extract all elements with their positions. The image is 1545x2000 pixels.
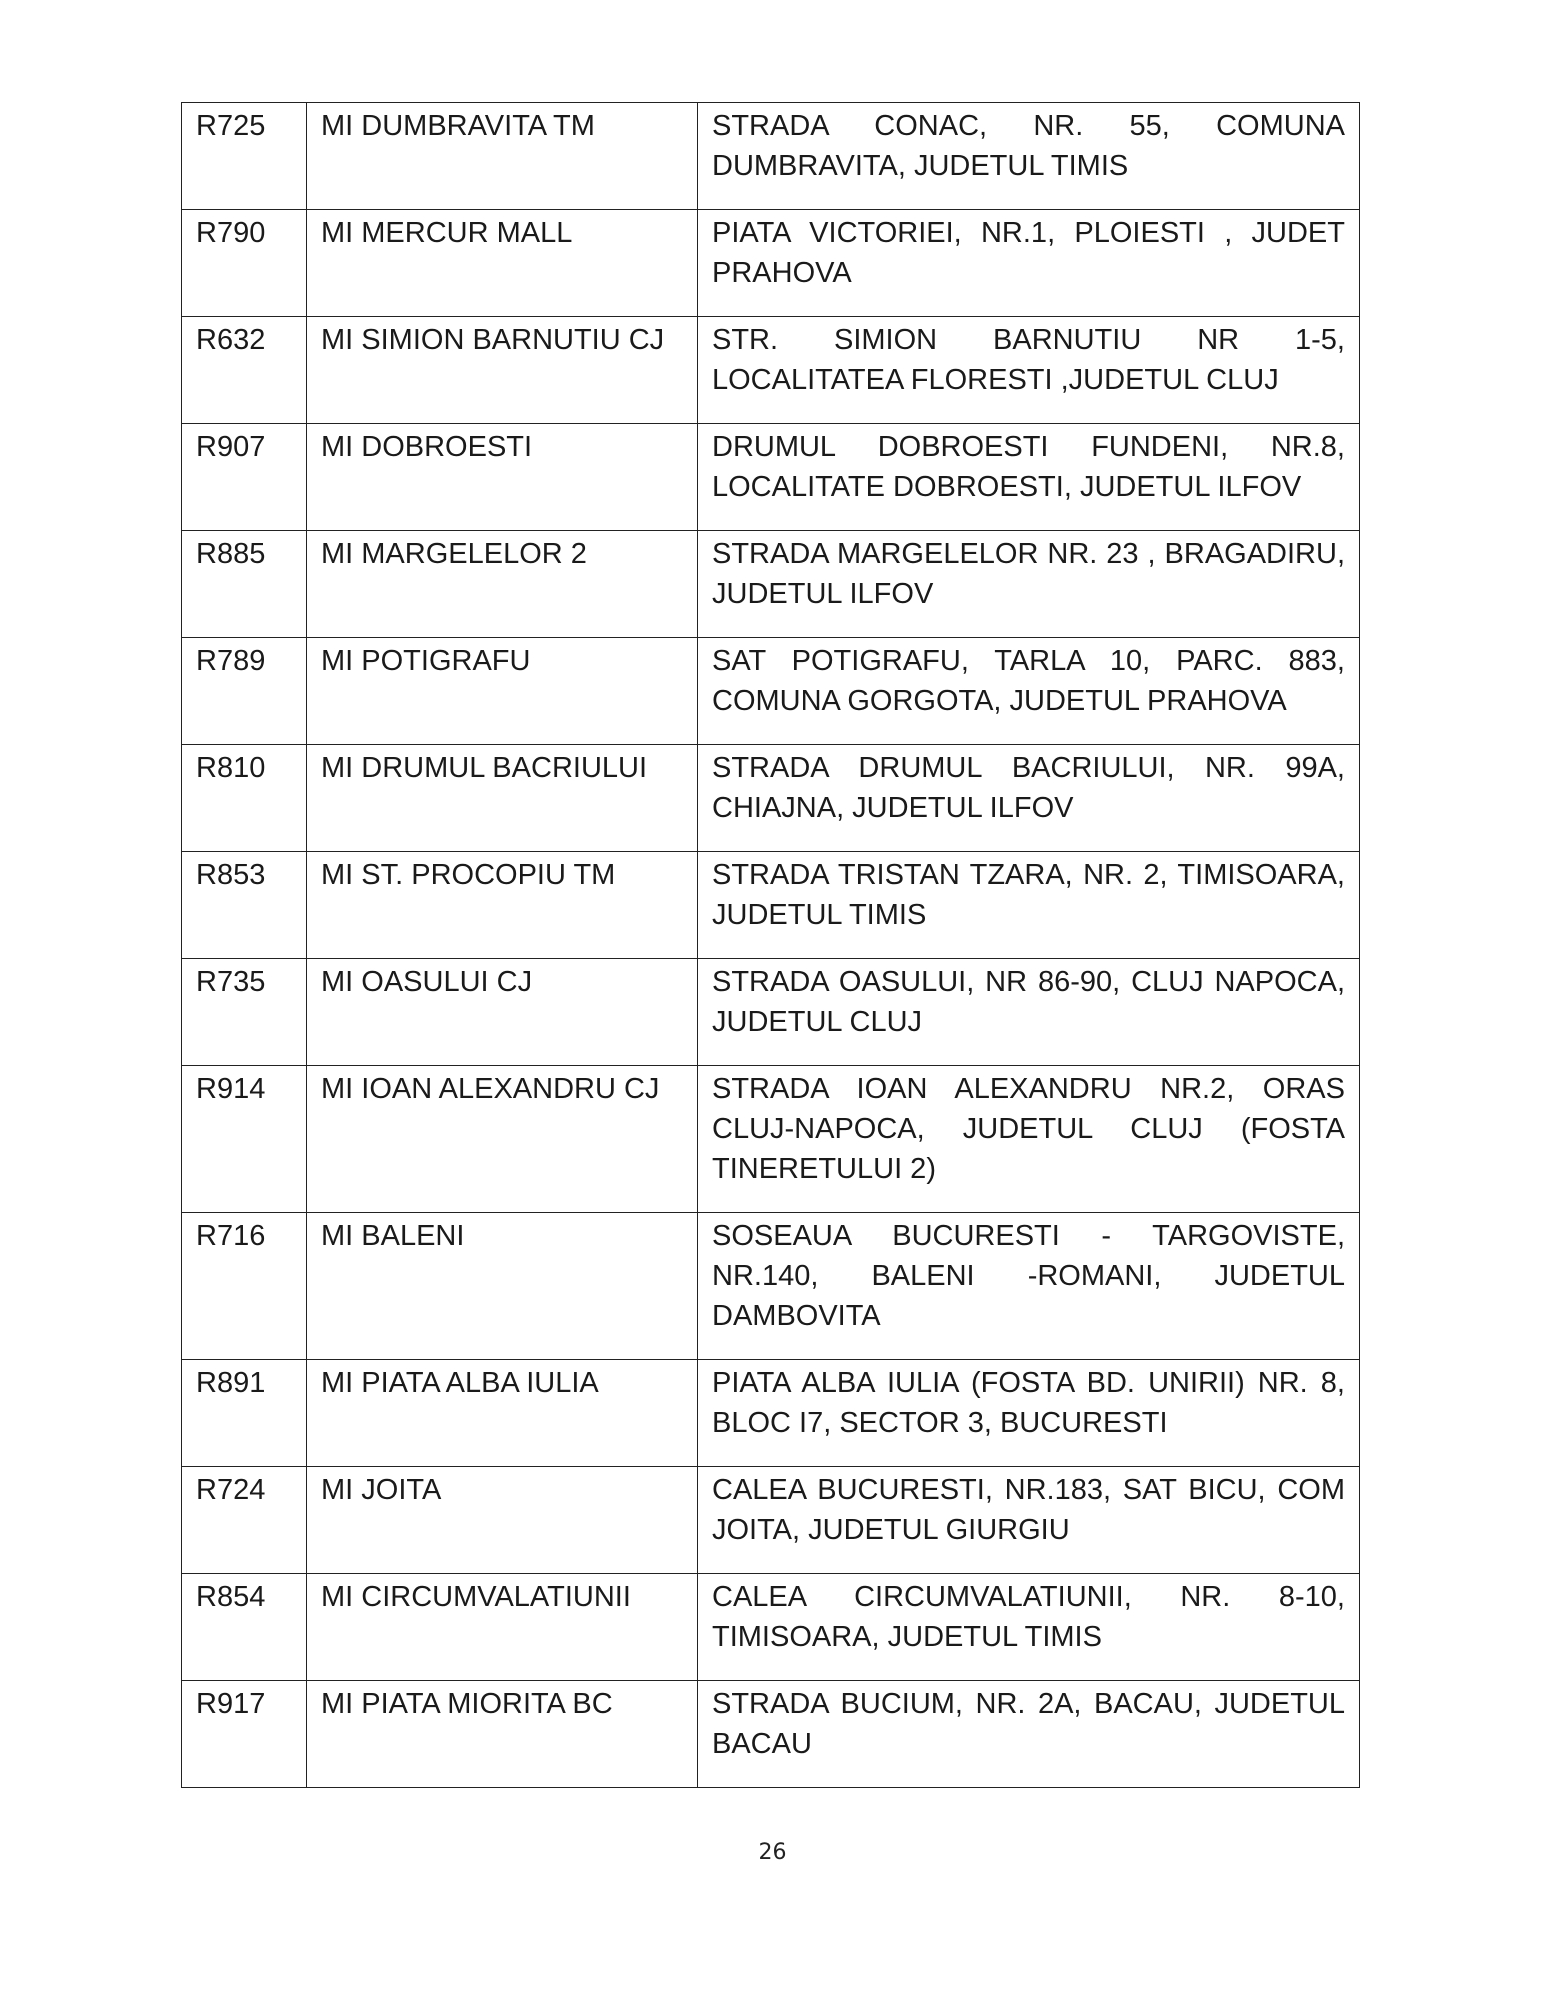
store-code-cell: R632 [182, 317, 307, 424]
store-address-cell: CALEA BUCURESTI, NR.183, SAT BICU, COM JOITA, JUDETUL GIURGIU [698, 1467, 1360, 1574]
table-row [182, 1213, 1360, 1360]
store-address-cell: STR. SIMION BARNUTIU NR 1-5, LOCALITATEA FLORESTI ,JUDETUL CLUJ [698, 317, 1360, 424]
store-address-cell: STRADA BUCIUM, NR. 2A, BACAU, JUDETUL BACAU [698, 1681, 1360, 1788]
page-number: 26 [758, 1840, 787, 1865]
store-name-cell: MI DRUMUL BACRIULUI [307, 745, 698, 852]
store-address-cell: PIATA ALBA IULIA (FOSTA BD. UNIRII) NR. 8, BLOC I7, SECTOR 3, BUCURESTI [698, 1360, 1360, 1467]
table-row [182, 1360, 1360, 1467]
store-name-cell: MI POTIGRAFU [307, 638, 698, 745]
store-address-cell: DRUMUL DOBROESTI FUNDENI, NR.8, LOCALITATE DOBROESTI, JUDETUL ILFOV [698, 424, 1360, 531]
table-row [182, 1681, 1360, 1788]
table-row [182, 103, 1360, 210]
table-row [182, 959, 1360, 1066]
table-row [182, 531, 1360, 638]
table-row [182, 1467, 1360, 1574]
table-row [182, 317, 1360, 424]
store-code-cell: R914 [182, 1066, 307, 1213]
store-code-cell: R885 [182, 531, 307, 638]
store-name-cell: MI BALENI [307, 1213, 698, 1360]
store-address-cell: STRADA MARGELELOR NR. 23 , BRAGADIRU, JUDETUL ILFOV [698, 531, 1360, 638]
store-name-cell: MI DOBROESTI [307, 424, 698, 531]
store-address-cell: STRADA TRISTAN TZARA, NR. 2, TIMISOARA, JUDETUL TIMIS [698, 852, 1360, 959]
store-name-cell: MI IOAN ALEXANDRU CJ [307, 1066, 698, 1213]
store-code-cell: R789 [182, 638, 307, 745]
store-address-cell: SAT POTIGRAFU, TARLA 10, PARC. 883, COMUNA GORGOTA, JUDETUL PRAHOVA [698, 638, 1360, 745]
store-code-cell: R917 [182, 1681, 307, 1788]
store-name-cell: MI PIATA MIORITA BC [307, 1681, 698, 1788]
store-code-cell: R810 [182, 745, 307, 852]
table-row [182, 1066, 1360, 1213]
store-code-cell: R853 [182, 852, 307, 959]
store-name-cell: MI CIRCUMVALATIUNII [307, 1574, 698, 1681]
table-row [182, 210, 1360, 317]
store-address-cell: STRADA CONAC, NR. 55, COMUNA DUMBRAVITA, JUDETUL TIMIS [698, 103, 1360, 210]
store-address-cell: CALEA CIRCUMVALATIUNII, NR. 8-10, TIMISOARA, JUDETUL TIMIS [698, 1574, 1360, 1681]
store-name-cell: MI MARGELELOR 2 [307, 531, 698, 638]
store-name-cell: MI JOITA [307, 1467, 698, 1574]
store-address-cell: STRADA DRUMUL BACRIULUI, NR. 99A, CHIAJNA, JUDETUL ILFOV [698, 745, 1360, 852]
store-address-cell: PIATA VICTORIEI, NR.1, PLOIESTI , JUDET PRAHOVA [698, 210, 1360, 317]
store-address-cell: STRADA IOAN ALEXANDRU NR.2, ORAS CLUJ-NAPOCA, JUDETUL CLUJ (FOSTA TINERETULUI 2) [698, 1066, 1360, 1213]
store-name-cell: MI DUMBRAVITA TM [307, 103, 698, 210]
store-name-cell: MI PIATA ALBA IULIA [307, 1360, 698, 1467]
store-name-cell: MI SIMION BARNUTIU CJ [307, 317, 698, 424]
table-row [182, 745, 1360, 852]
store-address-table [181, 102, 1360, 1788]
store-name-cell: MI OASULUI CJ [307, 959, 698, 1066]
table-row [182, 424, 1360, 531]
store-code-cell: R724 [182, 1467, 307, 1574]
store-name-cell: MI MERCUR MALL [307, 210, 698, 317]
store-code-cell: R735 [182, 959, 307, 1066]
store-code-cell: R907 [182, 424, 307, 531]
store-code-cell: R891 [182, 1360, 307, 1467]
table-row [182, 638, 1360, 745]
store-code-cell: R716 [182, 1213, 307, 1360]
table-row [182, 852, 1360, 959]
store-code-cell: R725 [182, 103, 307, 210]
store-address-cell: STRADA OASULUI, NR 86-90, CLUJ NAPOCA, JUDETUL CLUJ [698, 959, 1360, 1066]
table-row [182, 1574, 1360, 1681]
store-code-cell: R790 [182, 210, 307, 317]
store-address-cell: SOSEAUA BUCURESTI - TARGOVISTE, NR.140, BALENI -ROMANI, JUDETUL DAMBOVITA [698, 1213, 1360, 1360]
store-name-cell: MI ST. PROCOPIU TM [307, 852, 698, 959]
store-code-cell: R854 [182, 1574, 307, 1681]
